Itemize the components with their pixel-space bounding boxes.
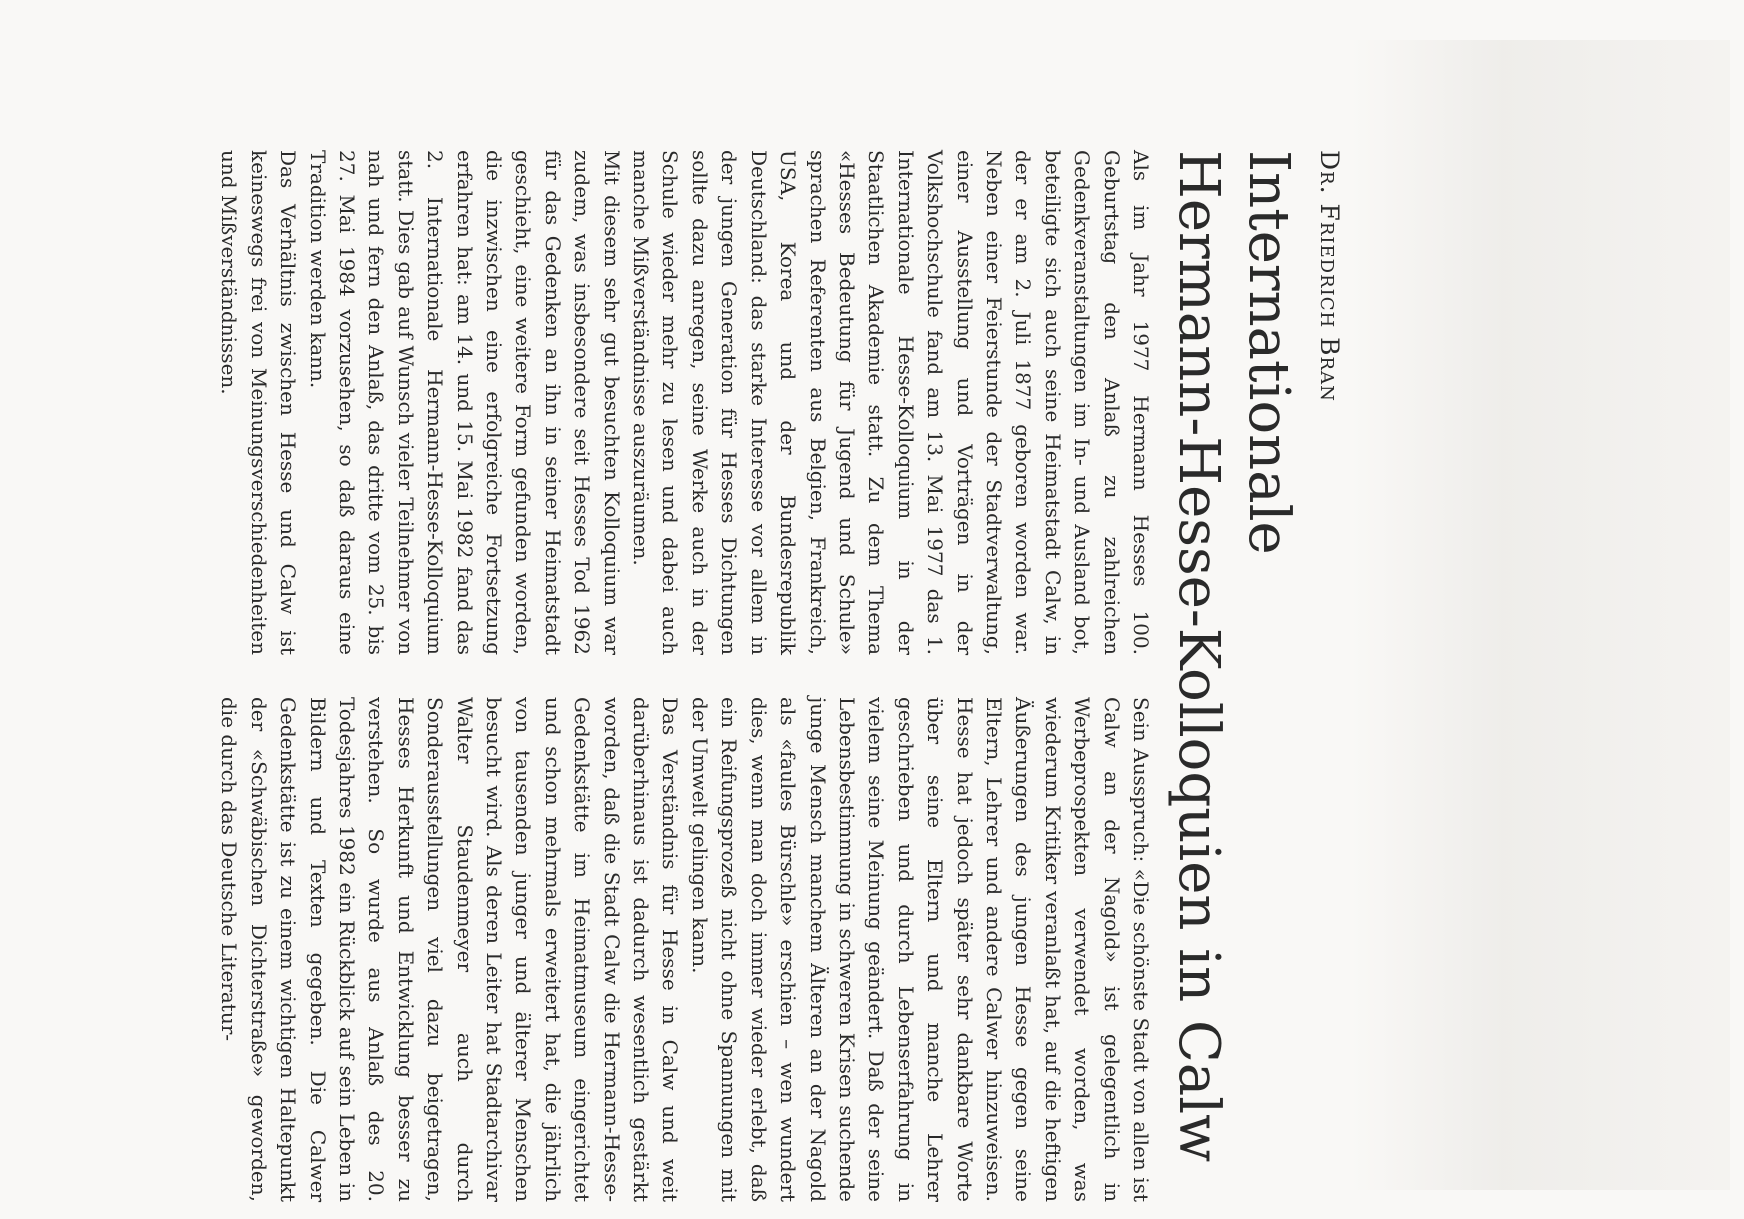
left-column <box>155 150 1155 655</box>
article-title <box>1163 150 1303 1205</box>
title-line-1: Internationale <box>1236 150 1301 555</box>
author-byline: Dr. Friedrich Bran <box>1315 150 1344 402</box>
paragraph: Das Verständnis für Hesse in Calw und weit darüberhinaus ist dadurch wesentlich gestärkt worden, daß die Stadt Calw die Hermann-Hesse-Gedenkstätte im Heimatmuseum eingerichtet und schon mehrmals erweitert hat, die jährlich von tausenden junger und älterer Menschen besucht wird. Als deren Leiter hat Stadtarchivar Walter Staudenmeyer auch durch Sonderausstellungen viel dazu beigetragen, Hesses Herkunft und Entwicklung besser zu verstehen. So wurde aus Anlaß des 20. Todesjahres 1982 ein Rückblick auf sein Leben in Bildern und Texten gegeben. Die Calwer Gedenkstätte ist zu einem wichtigen Haltepunkt der «Schwäbischen Dichterstraße» geworden, die durch das Deutsche Literatur- <box>217 697 683 1202</box>
rotated-article <box>147 150 1347 1205</box>
show-through-shadow <box>1350 40 1730 1190</box>
right-column <box>155 697 1155 1202</box>
title-line-2: Hermann-Hesse-Kolloquien in Calw <box>1166 150 1231 1163</box>
paragraph: Mit diesem sehr gut besuchten Kolloquium war zudem, was insbesondere seit Hesses Tod 1962 für das Gedenken an ihn in seiner Heimatstadt geschieht, eine weitere Form gefunden worden, die inzwischen eine erfolgreiche Fortsetzung erfahren hat: am 14. und 15. Mai 1982 fand das 2. Internationale Hermann-Hesse-Kolloquium statt. Dies gab auf Wunsch vieler Teilnehmer von nah und fern den Anlaß, das dritte vom 25. bis 27. Mai 1984 vorzusehen, so daß daraus eine Tradition werden kann. <box>305 150 624 655</box>
paragraph: Das Verhältnis zwischen Hesse und Calw ist keineswegs frei von Meinungsverschiedenheiten und Mißverständnissen. <box>217 150 301 655</box>
paragraph: Als im Jahr 1977 Hermann Hesses 100. Geburtstag den Anlaß zu zahlreichen Gedenkveranstaltungen im In- und Ausland bot, beteiligte sich auch seine Heimatstadt Calw, in der er am 2. Juli 1877 geboren worden war. Neben einer Feierstunde der Stadtverwaltung, einer Ausstellung und Vorträgen in der Volkshochschule fand am 13. Mai 1977 das 1. Internationale Hesse-Kolloquium in der Staatlichen Akademie statt. Zu dem Thema «Hesses Bedeutung für Jugend und Schule» sprachen Referenten aus Belgien, Frankreich, USA, Korea und der Bundesrepublik Deutschland: das starke Interesse vor allem in der jungen Generation für Hesses Dichtungen sollte dazu anregen, seine Werke auch in der Schule wieder mehr zu lesen und dabei auch manche Mißverständnisse auszuräumen. <box>629 150 1153 655</box>
paragraph: Sein Ausspruch: «Die schönste Stadt von allen ist Calw an der Nagold» ist gelegentlich in Werbeprospekten verwendet worden, was wiederum Kritiker veranlaßt hat, auf die heftigen Äußerungen des jungen Hesse gegen seine Eltern, Lehrer und andere Calwer hinzuweisen. Hesse hat jedoch später sehr dankbare Worte über seine Eltern und manche Lehrer geschrieben und durch Lebenserfahrung in vielem seine Meinung geändert. Daß der seine Lebensbestimmung in schweren Krisen suchende junge Mensch manchem Älteren an der Nagold als «faules Bürschle» erschien – wen wundert dies, wenn man doch immer wieder erlebt, daß ein Reifungsprozeß nicht ohne Spannungen mit der Umwelt gelingen kann. <box>687 697 1153 1202</box>
